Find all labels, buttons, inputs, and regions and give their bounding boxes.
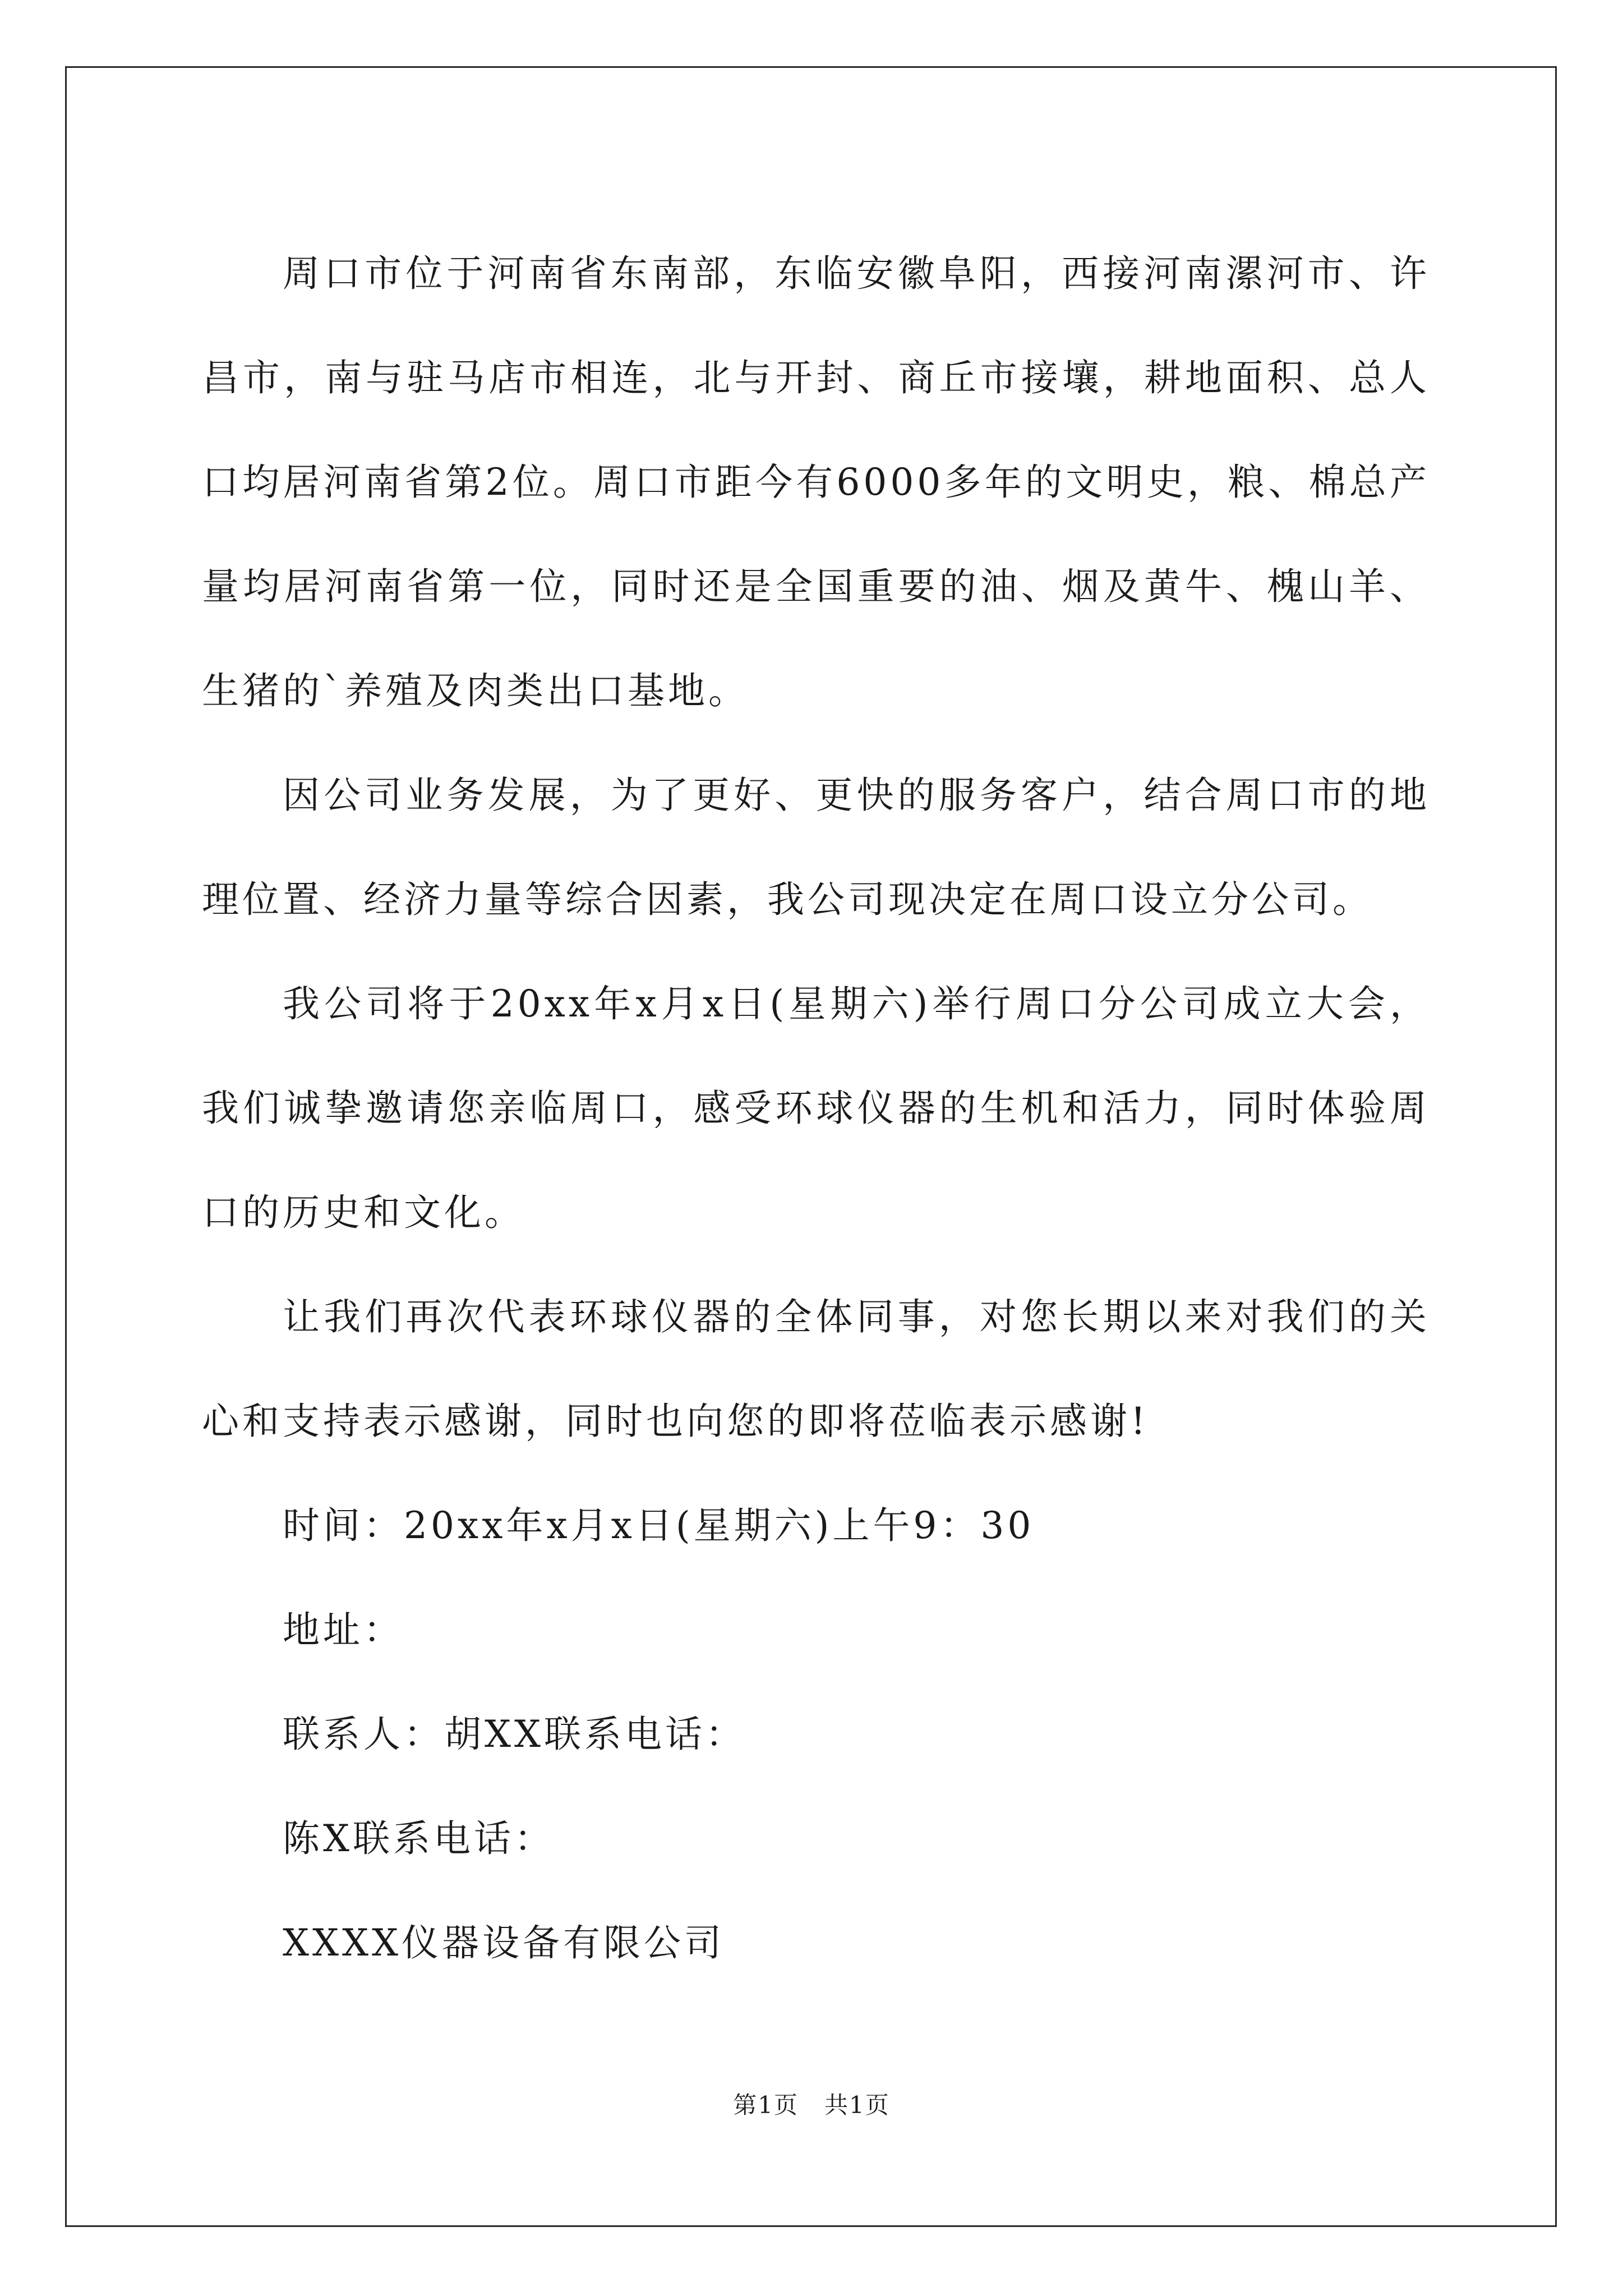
paragraph-invitation: 我公司将于20xx年x月x日(星期六)举行周口分公司成立大会，我们诚挚邀请您亲临周口，感受环球仪器的生机和活力，同时体验周口的历史和文化。 [202,982,1430,1234]
paragraph-reason: 因公司业务发展，为了更好、更快的服务客户，结合周口市的地理位置、经济力量等综合因素，我公司现决定在周口设立分公司。 [202,774,1430,921]
page-footer [0,2087,1623,2120]
event-time: 时间：20xx年x月x日(星期六)上午9：30 [283,1504,1035,1547]
paragraph-intro: 周口市位于河南省东南部，东临安徽阜阳，西接河南漯河市、许昌市，南与驻马店市相连，北与开封、商丘市接壤，耕地面积、总人口均居河南省第2位。周口市距今有6000多年的文明史，粮、棉总产量均居河南省第一位，同时还是全国重要的油、烟及黄牛、槐山羊、生猪的`养殖及肉类出口基地。 [202,252,1430,712]
company-name: XXXX仪器设备有限公司 [283,1921,725,1964]
contact-secondary: 陈X联系电话： [283,1817,555,1860]
event-address: 地址： [283,1608,404,1651]
page-number: 第1页 共1页 [733,2091,890,2119]
document-body [202,222,1430,1995]
contact-primary: 联系人：胡XX联系电话： [283,1713,746,1756]
paragraph-thanks: 让我们再次代表环球仪器的全体同事，对您长期以来对我们的关心和支持表示感谢，同时也向您的即将莅临表示感谢! [202,1295,1430,1443]
